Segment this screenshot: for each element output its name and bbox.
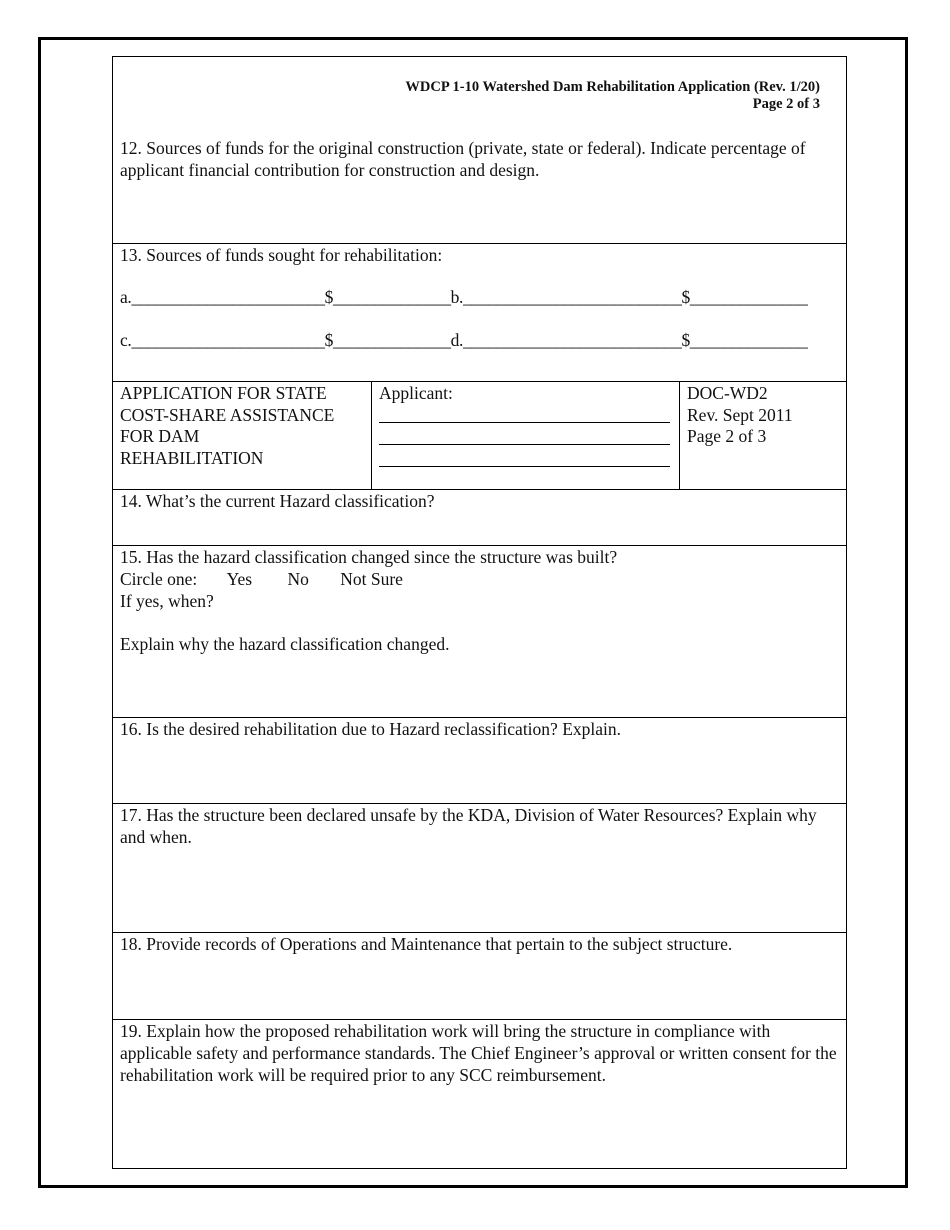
option-no[interactable]: No xyxy=(287,569,309,589)
form-title: WDCP 1-10 Watershed Dam Rehabilitation Application (Rev. 1/20) xyxy=(405,79,820,95)
application-title-line: COST-SHARE ASSISTANCE xyxy=(120,404,335,425)
document-id: DOC-WD2 xyxy=(687,383,768,403)
circle-one-label: Circle one: xyxy=(120,569,198,589)
section-q12 xyxy=(113,57,846,243)
applicant-line-2[interactable] xyxy=(379,424,670,445)
document-page: Page 2 of 3 xyxy=(687,426,767,446)
application-title-line: FOR DAM xyxy=(120,426,200,446)
applicant-label: Applicant: xyxy=(379,383,453,403)
question-17: 17. Has the structure been declared unsafe by the KDA, Division of Water Resources? Explain why and when. xyxy=(120,805,817,847)
question-18: 18. Provide records of Operations and Maintenance that pertain to the subject structure. xyxy=(120,934,733,954)
question-16: 16. Is the desired rehabilitation due to Hazard reclassification? Explain. xyxy=(120,719,621,739)
section-q13[interactable] xyxy=(113,244,846,381)
question-19: 19. Explain how the proposed rehabilitation work will bring the structure in compliance with applicable safety and performance standards. The Chief Engineer’s approval or written consent for the rehabilitation work will be required prior to any SCC reimbursement. xyxy=(120,1021,837,1085)
question-12: 12. Sources of funds for the original construction (private, state or federal). Indicate percentage of applicant financial contribution for construction and design. xyxy=(120,138,806,180)
option-yes[interactable]: Yes xyxy=(226,569,253,589)
applicant-line-1[interactable] xyxy=(379,402,670,423)
applicant-cell[interactable] xyxy=(372,382,679,490)
section-q14[interactable] xyxy=(113,490,846,545)
section-q15[interactable] xyxy=(113,546,846,717)
document-id-cell xyxy=(680,382,846,490)
application-form xyxy=(112,56,847,1169)
section-q17[interactable] xyxy=(113,804,846,932)
section-q16[interactable] xyxy=(113,718,846,803)
page-number: Page 2 of 3 xyxy=(752,96,820,112)
if-yes-when: If yes, when? xyxy=(120,591,214,611)
application-info-block xyxy=(113,382,846,490)
circle-one-row xyxy=(120,568,842,590)
question-13: 13. Sources of funds sought for rehabilitation: xyxy=(120,245,443,265)
question-14: 14. What’s the current Hazard classification? xyxy=(120,491,435,511)
option-not-sure[interactable]: Not Sure xyxy=(340,569,403,589)
application-title xyxy=(113,382,371,490)
funds-row-a-b[interactable]: a._______________________$______________b.__________________________$______________ xyxy=(120,287,808,307)
application-title-line: REHABILITATION xyxy=(120,447,264,468)
question-15: 15. Has the hazard classification changed since the structure was built? xyxy=(120,547,618,567)
section-q19[interactable] xyxy=(113,1020,846,1168)
section-q18[interactable] xyxy=(113,933,846,1019)
funds-row-c-d[interactable]: c._______________________$______________d.__________________________$______________ xyxy=(120,330,808,350)
document-revision: Rev. Sept 2011 xyxy=(687,404,793,425)
applicant-line-3[interactable] xyxy=(379,446,670,467)
application-title-line: APPLICATION FOR STATE xyxy=(120,383,327,403)
explain-change: Explain why the hazard classification changed. xyxy=(120,634,450,654)
